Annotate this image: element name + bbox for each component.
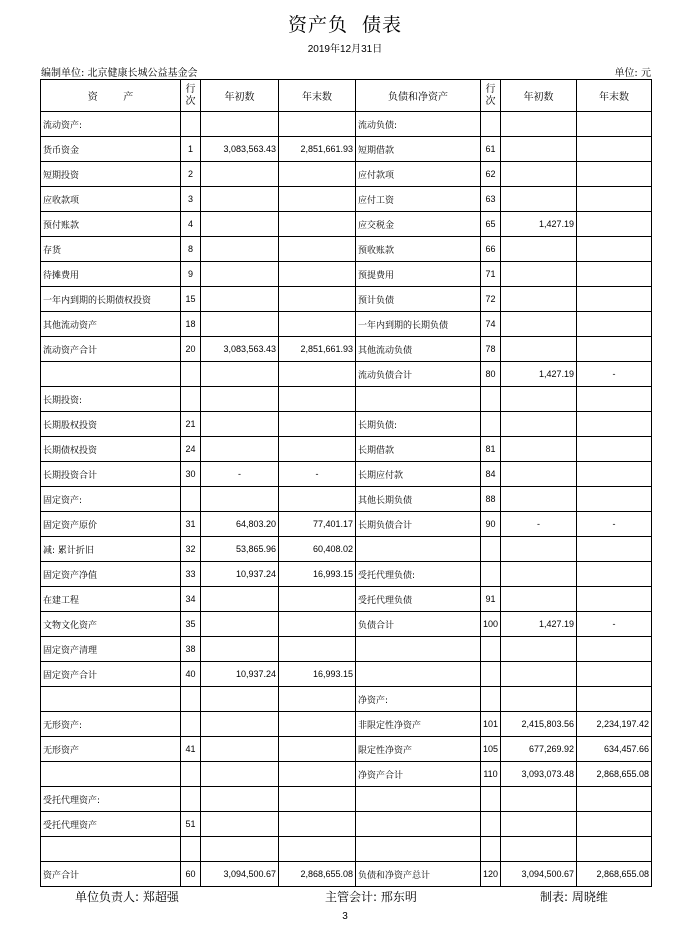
beginning-balance-cell <box>201 262 279 287</box>
ending-balance-cell: 16,993.15 <box>279 562 356 587</box>
footer-accountant: 主管会计: 邢东明 <box>325 890 417 904</box>
ending-balance-cell: 2,851,661.93 <box>279 337 356 362</box>
beginning-balance-cell <box>501 112 577 137</box>
ending-balance-cell <box>279 162 356 187</box>
asset-item-name: 固定资产: <box>41 487 181 512</box>
liability-item-name: 非限定性净资产 <box>356 712 481 737</box>
line-number-cell: 33 <box>181 562 201 587</box>
line-number-cell: 20 <box>181 337 201 362</box>
ending-balance-cell <box>279 387 356 412</box>
ending-balance-cell <box>577 562 652 587</box>
liability-item-name: 限定性净资产 <box>356 737 481 762</box>
line-number-cell: 110 <box>481 762 501 787</box>
beginning-balance-cell <box>201 212 279 237</box>
line-number-cell <box>481 562 501 587</box>
ending-balance-cell <box>279 262 356 287</box>
ending-balance-cell <box>279 787 356 812</box>
beginning-balance-cell <box>501 237 577 262</box>
line-number-cell: 18 <box>181 312 201 337</box>
asset-item-name: 货币资金 <box>41 137 181 162</box>
col-header-assets: 资 产 <box>41 80 181 112</box>
ending-balance-cell <box>279 587 356 612</box>
asset-item-name: 应收款项 <box>41 187 181 212</box>
table-row <box>41 337 652 362</box>
beginning-balance-cell <box>201 837 279 862</box>
footer-principal: 单位负责人: 郑超强 <box>75 890 179 904</box>
line-number-cell: 24 <box>181 437 201 462</box>
line-number-cell: 40 <box>181 662 201 687</box>
asset-item-name: 长期股权投资 <box>41 412 181 437</box>
beginning-balance-cell <box>501 812 577 837</box>
ending-balance-cell: 2,868,655.08 <box>279 862 356 887</box>
table-row <box>41 712 652 737</box>
ending-balance-cell <box>279 362 356 387</box>
asset-item-name: 受托代理资产 <box>41 812 181 837</box>
table-row <box>41 137 652 162</box>
liability-item-name <box>356 662 481 687</box>
beginning-balance-cell <box>201 612 279 637</box>
page-number: 3 <box>342 911 348 922</box>
asset-item-name <box>41 762 181 787</box>
beginning-balance-cell: 677,269.92 <box>501 737 577 762</box>
ending-balance-cell <box>577 537 652 562</box>
liability-item-name: 预收账款 <box>356 237 481 262</box>
table-row <box>41 612 652 637</box>
line-number-cell: 88 <box>481 487 501 512</box>
beginning-balance-cell: 3,093,073.48 <box>501 762 577 787</box>
org-label: 编制单位: 北京健康长城公益基金会 <box>41 68 198 79</box>
asset-item-name: 无形资产: <box>41 712 181 737</box>
line-number-cell: 60 <box>181 862 201 887</box>
line-number-cell <box>181 712 201 737</box>
ending-balance-cell: 2,868,655.08 <box>577 862 652 887</box>
liability-item-name: 应付工资 <box>356 187 481 212</box>
line-number-cell <box>481 637 501 662</box>
ending-balance-cell <box>577 162 652 187</box>
beginning-balance-cell <box>501 162 577 187</box>
beginning-balance-cell: 53,865.96 <box>201 537 279 562</box>
asset-item-name: 文物文化资产 <box>41 612 181 637</box>
ending-balance-cell <box>279 237 356 262</box>
table-row <box>41 312 652 337</box>
col-header-end: 年末数 <box>577 80 652 112</box>
ending-balance-cell <box>279 287 356 312</box>
ending-balance-cell <box>279 437 356 462</box>
table-row <box>41 237 652 262</box>
beginning-balance-cell: 3,083,563.43 <box>201 337 279 362</box>
ending-balance-cell <box>279 412 356 437</box>
line-number-cell <box>481 837 501 862</box>
asset-item-name: 存货 <box>41 237 181 262</box>
beginning-balance-cell <box>501 462 577 487</box>
asset-item-name: 长期投资合计 <box>41 462 181 487</box>
ending-balance-cell: 77,401.17 <box>279 512 356 537</box>
ending-balance-cell <box>577 662 652 687</box>
table-row <box>41 762 652 787</box>
liability-item-name: 长期负债合计 <box>356 512 481 537</box>
asset-item-name: 固定资产合计 <box>41 662 181 687</box>
ending-balance-cell <box>577 462 652 487</box>
line-number-cell <box>181 487 201 512</box>
report-title: 资产负 债表 <box>287 14 403 36</box>
table-row <box>41 637 652 662</box>
line-number-cell <box>181 762 201 787</box>
liability-item-name: 长期借款 <box>356 437 481 462</box>
liability-item-name: 其他长期负债 <box>356 487 481 512</box>
ending-balance-cell <box>577 262 652 287</box>
ending-balance-cell <box>279 712 356 737</box>
line-number-cell: 120 <box>481 862 501 887</box>
ending-balance-cell: - <box>279 462 356 487</box>
ending-balance-cell <box>577 587 652 612</box>
table-row <box>41 662 652 687</box>
beginning-balance-cell <box>201 412 279 437</box>
beginning-balance-cell <box>501 337 577 362</box>
liability-item-name <box>356 387 481 412</box>
col-header-line-no: 行次 <box>481 80 501 112</box>
ending-balance-cell <box>279 837 356 862</box>
asset-item-name <box>41 687 181 712</box>
table-row <box>41 162 652 187</box>
table-row <box>41 262 652 287</box>
beginning-balance-cell <box>201 437 279 462</box>
liability-item-name: 净资产: <box>356 687 481 712</box>
liability-item-name: 短期借款 <box>356 137 481 162</box>
line-number-cell <box>481 112 501 137</box>
ending-balance-cell <box>577 312 652 337</box>
beginning-balance-cell <box>201 187 279 212</box>
ending-balance-cell <box>279 612 356 637</box>
liability-item-name: 一年内到期的长期负债 <box>356 312 481 337</box>
line-number-cell: 38 <box>181 637 201 662</box>
line-number-cell <box>481 537 501 562</box>
ending-balance-cell <box>577 837 652 862</box>
ending-balance-cell <box>279 762 356 787</box>
beginning-balance-cell <box>201 812 279 837</box>
table-row <box>41 537 652 562</box>
beginning-balance-cell <box>501 587 577 612</box>
line-number-cell: 30 <box>181 462 201 487</box>
table-row <box>41 112 652 137</box>
ending-balance-cell <box>279 812 356 837</box>
beginning-balance-cell: 1,427.19 <box>501 212 577 237</box>
asset-item-name: 固定资产净值 <box>41 562 181 587</box>
beginning-balance-cell <box>201 587 279 612</box>
line-number-cell: 78 <box>481 337 501 362</box>
liability-item-name <box>356 787 481 812</box>
beginning-balance-cell: 64,803.20 <box>201 512 279 537</box>
beginning-balance-cell <box>501 312 577 337</box>
table-row <box>41 462 652 487</box>
table-header-row <box>41 80 652 112</box>
line-number-cell <box>181 387 201 412</box>
table-row <box>41 837 652 862</box>
asset-item-name: 固定资产清理 <box>41 637 181 662</box>
beginning-balance-cell <box>501 412 577 437</box>
beginning-balance-cell: 3,094,500.67 <box>501 862 577 887</box>
beginning-balance-cell: 1,427.19 <box>501 612 577 637</box>
beginning-balance-cell: 3,083,563.43 <box>201 137 279 162</box>
ending-balance-cell: 60,408.02 <box>279 537 356 562</box>
ending-balance-cell <box>279 112 356 137</box>
line-number-cell <box>481 412 501 437</box>
beginning-balance-cell <box>501 262 577 287</box>
beginning-balance-cell: 3,094,500.67 <box>201 862 279 887</box>
line-number-cell: 101 <box>481 712 501 737</box>
liability-item-name <box>356 812 481 837</box>
asset-item-name <box>41 362 181 387</box>
line-number-cell <box>481 387 501 412</box>
ending-balance-cell <box>577 487 652 512</box>
line-number-cell <box>181 112 201 137</box>
line-number-cell: 15 <box>181 287 201 312</box>
liability-item-name: 受托代理负债: <box>356 562 481 587</box>
table-row <box>41 287 652 312</box>
line-number-cell: 8 <box>181 237 201 262</box>
ending-balance-cell: - <box>577 362 652 387</box>
ending-balance-cell <box>279 487 356 512</box>
asset-item-name: 待摊费用 <box>41 262 181 287</box>
beginning-balance-cell <box>501 562 577 587</box>
table-row <box>41 787 652 812</box>
line-number-cell: 21 <box>181 412 201 437</box>
ending-balance-cell <box>577 112 652 137</box>
line-number-cell: 41 <box>181 737 201 762</box>
line-number-cell: 105 <box>481 737 501 762</box>
ending-balance-cell: 16,993.15 <box>279 662 356 687</box>
asset-item-name: 固定资产原价 <box>41 512 181 537</box>
ending-balance-cell: - <box>577 612 652 637</box>
line-number-cell: 4 <box>181 212 201 237</box>
asset-item-name: 在建工程 <box>41 587 181 612</box>
ending-balance-cell <box>577 212 652 237</box>
line-number-cell: 62 <box>481 162 501 187</box>
line-number-cell <box>481 812 501 837</box>
asset-item-name: 短期投资 <box>41 162 181 187</box>
beginning-balance-cell <box>501 187 577 212</box>
beginning-balance-cell <box>501 637 577 662</box>
beginning-balance-cell: - <box>501 512 577 537</box>
beginning-balance-cell <box>201 387 279 412</box>
ending-balance-cell <box>577 687 652 712</box>
line-number-cell: 66 <box>481 237 501 262</box>
liability-item-name: 长期负债: <box>356 412 481 437</box>
beginning-balance-cell <box>501 137 577 162</box>
table-row <box>41 487 652 512</box>
line-number-cell <box>181 787 201 812</box>
beginning-balance-cell <box>201 487 279 512</box>
beginning-balance-cell <box>201 237 279 262</box>
table-row <box>41 562 652 587</box>
beginning-balance-cell: - <box>201 462 279 487</box>
ending-balance-cell <box>577 812 652 837</box>
ending-balance-cell <box>279 312 356 337</box>
report-date: 2019年12月31日 <box>307 44 383 55</box>
line-number-cell <box>181 362 201 387</box>
line-number-cell <box>181 837 201 862</box>
table-row <box>41 212 652 237</box>
beginning-balance-cell <box>201 687 279 712</box>
asset-item-name: 无形资产 <box>41 737 181 762</box>
beginning-balance-cell <box>201 162 279 187</box>
line-number-cell <box>481 662 501 687</box>
beginning-balance-cell <box>201 362 279 387</box>
table-row <box>41 187 652 212</box>
beginning-balance-cell: 10,937.24 <box>201 562 279 587</box>
line-number-cell: 65 <box>481 212 501 237</box>
beginning-balance-cell <box>501 837 577 862</box>
table-row <box>41 412 652 437</box>
liability-item-name: 长期应付款 <box>356 462 481 487</box>
beginning-balance-cell <box>201 312 279 337</box>
beginning-balance-cell <box>201 112 279 137</box>
ending-balance-cell <box>279 212 356 237</box>
liability-item-name <box>356 537 481 562</box>
ending-balance-cell <box>279 187 356 212</box>
line-number-cell: 81 <box>481 437 501 462</box>
table-row <box>41 812 652 837</box>
ending-balance-cell <box>577 412 652 437</box>
asset-item-name: 预付账款 <box>41 212 181 237</box>
beginning-balance-cell <box>501 387 577 412</box>
beginning-balance-cell: 1,427.19 <box>501 362 577 387</box>
liability-item-name <box>356 637 481 662</box>
line-number-cell: 34 <box>181 587 201 612</box>
asset-item-name: 流动资产合计 <box>41 337 181 362</box>
line-number-cell: 100 <box>481 612 501 637</box>
line-number-cell: 61 <box>481 137 501 162</box>
line-number-cell: 35 <box>181 612 201 637</box>
beginning-balance-cell <box>201 712 279 737</box>
beginning-balance-cell <box>201 737 279 762</box>
line-number-cell: 84 <box>481 462 501 487</box>
liability-item-name: 预提费用 <box>356 262 481 287</box>
beginning-balance-cell <box>201 762 279 787</box>
asset-item-name <box>41 837 181 862</box>
line-number-cell: 80 <box>481 362 501 387</box>
ending-balance-cell <box>577 187 652 212</box>
ending-balance-cell: 634,457.66 <box>577 737 652 762</box>
table-row <box>41 737 652 762</box>
ending-balance-cell <box>577 337 652 362</box>
line-number-cell: 32 <box>181 537 201 562</box>
liability-item-name: 应交税金 <box>356 212 481 237</box>
beginning-balance-cell: 2,415,803.56 <box>501 712 577 737</box>
org-unit-row <box>41 64 651 78</box>
beginning-balance-cell <box>501 662 577 687</box>
asset-item-name: 长期投资: <box>41 387 181 412</box>
liability-item-name: 应付款项 <box>356 162 481 187</box>
beginning-balance-cell: 10,937.24 <box>201 662 279 687</box>
line-number-cell: 74 <box>481 312 501 337</box>
table-row <box>41 687 652 712</box>
liability-item-name <box>356 837 481 862</box>
beginning-balance-cell <box>501 437 577 462</box>
ending-balance-cell <box>577 287 652 312</box>
line-number-cell: 1 <box>181 137 201 162</box>
ending-balance-cell <box>577 387 652 412</box>
table-row <box>41 512 652 537</box>
beginning-balance-cell <box>501 787 577 812</box>
table-row <box>41 862 652 887</box>
asset-item-name: 受托代理资产: <box>41 787 181 812</box>
ending-balance-cell <box>577 787 652 812</box>
line-number-cell: 71 <box>481 262 501 287</box>
ending-balance-cell: 2,234,197.42 <box>577 712 652 737</box>
asset-item-name: 长期债权投资 <box>41 437 181 462</box>
line-number-cell: 51 <box>181 812 201 837</box>
liability-item-name: 流动负债合计 <box>356 362 481 387</box>
col-header-line-no: 行次 <box>181 80 201 112</box>
beginning-balance-cell <box>501 537 577 562</box>
line-number-cell: 63 <box>481 187 501 212</box>
line-number-cell: 3 <box>181 187 201 212</box>
asset-item-name: 减: 累计折旧 <box>41 537 181 562</box>
liability-item-name: 其他流动负债 <box>356 337 481 362</box>
asset-item-name: 资产合计 <box>41 862 181 887</box>
line-number-cell: 2 <box>181 162 201 187</box>
unit-label: 单位: 元 <box>614 68 651 79</box>
table-row <box>41 587 652 612</box>
liability-item-name: 净资产合计 <box>356 762 481 787</box>
ending-balance-cell <box>279 637 356 662</box>
ending-balance-cell: 2,868,655.08 <box>577 762 652 787</box>
liability-item-name: 流动负债: <box>356 112 481 137</box>
ending-balance-cell <box>279 687 356 712</box>
beginning-balance-cell <box>201 637 279 662</box>
ending-balance-cell <box>577 637 652 662</box>
table-row <box>41 437 652 462</box>
table-row <box>41 362 652 387</box>
asset-item-name: 一年内到期的长期债权投资 <box>41 287 181 312</box>
line-number-cell <box>481 787 501 812</box>
beginning-balance-cell <box>201 787 279 812</box>
col-header-liabilities: 负债和净资产 <box>356 80 481 112</box>
beginning-balance-cell <box>501 487 577 512</box>
footer-preparer: 制表: 周晓维 <box>540 890 608 904</box>
line-number-cell <box>481 687 501 712</box>
line-number-cell <box>181 687 201 712</box>
line-number-cell: 72 <box>481 287 501 312</box>
ending-balance-cell <box>279 737 356 762</box>
col-header-begin: 年初数 <box>201 80 279 112</box>
liability-item-name: 受托代理负债 <box>356 587 481 612</box>
line-number-cell: 31 <box>181 512 201 537</box>
beginning-balance-cell <box>501 287 577 312</box>
col-header-begin: 年初数 <box>501 80 577 112</box>
beginning-balance-cell <box>501 687 577 712</box>
beginning-balance-cell <box>201 287 279 312</box>
balance-sheet-table <box>40 79 652 887</box>
asset-item-name: 流动资产: <box>41 112 181 137</box>
liability-item-name: 负债合计 <box>356 612 481 637</box>
asset-item-name: 其他流动资产 <box>41 312 181 337</box>
liability-item-name: 负债和净资产总计 <box>356 862 481 887</box>
ending-balance-cell <box>577 237 652 262</box>
ending-balance-cell <box>577 137 652 162</box>
line-number-cell: 90 <box>481 512 501 537</box>
ending-balance-cell: - <box>577 512 652 537</box>
ending-balance-cell: 2,851,661.93 <box>279 137 356 162</box>
ending-balance-cell <box>577 437 652 462</box>
liability-item-name: 预计负债 <box>356 287 481 312</box>
table-row <box>41 387 652 412</box>
line-number-cell: 9 <box>181 262 201 287</box>
line-number-cell: 91 <box>481 587 501 612</box>
col-header-end: 年末数 <box>279 80 356 112</box>
